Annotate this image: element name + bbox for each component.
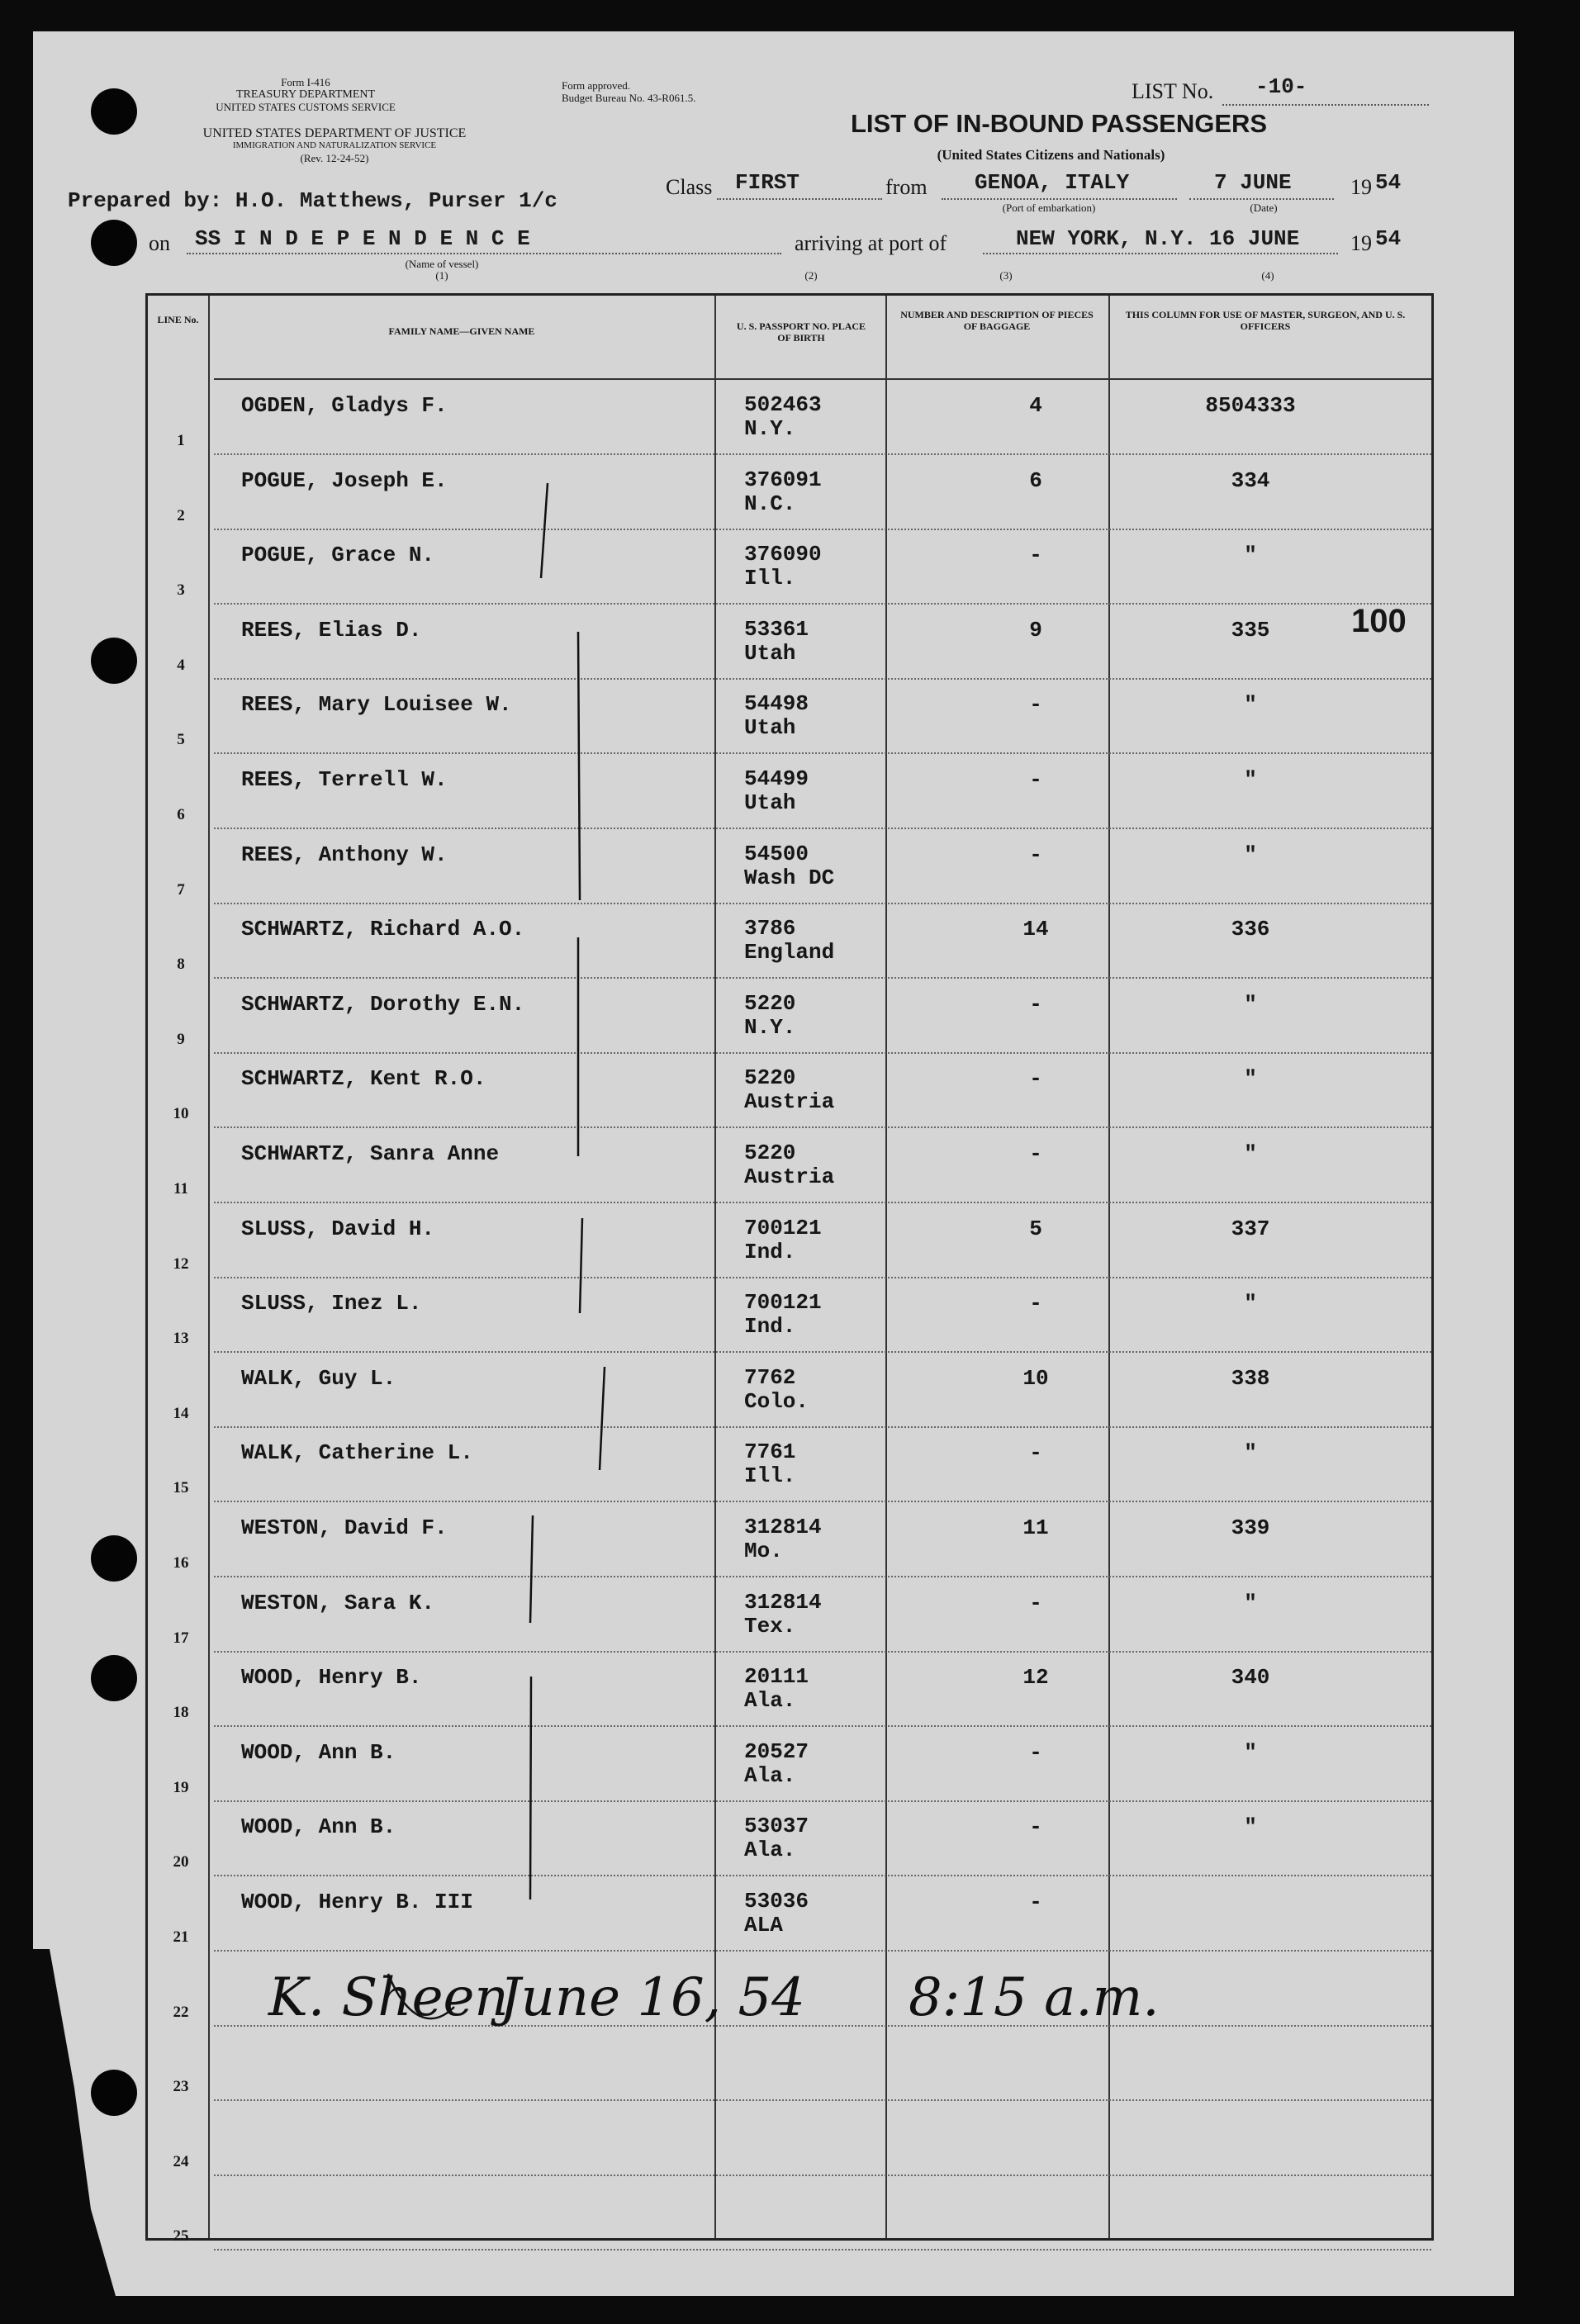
page-title: LIST OF IN-BOUND PASSENGERS: [851, 109, 1268, 138]
table-row: [148, 1952, 1431, 2027]
table-row: [148, 829, 1431, 904]
table-row: [148, 455, 1431, 530]
baggage-count: -: [1029, 991, 1042, 1017]
passport-cell: [744, 1665, 809, 1713]
baggage-count: -: [1029, 1739, 1042, 1765]
form-approved: Form approved.: [562, 79, 631, 92]
baggage-count: 5: [1029, 1216, 1042, 1241]
passport-cell: [744, 1141, 834, 1189]
passport-number: 54499: [744, 766, 809, 791]
passport-number: 7762: [744, 1364, 796, 1390]
officer-number: ": [1244, 543, 1257, 568]
passport-cell: [744, 543, 822, 590]
place-of-birth: Colo.: [744, 1388, 809, 1414]
punch-hole: [91, 1535, 137, 1582]
col-header-officers: THIS COLUMN FOR USE OF MASTER, SURGEON, AND U. S. OFFICERS: [1125, 309, 1406, 332]
place-of-birth: Ind.: [744, 1314, 796, 1340]
line-number: 24: [173, 2152, 189, 2170]
place-of-birth: Ala.: [744, 1762, 796, 1788]
baggage-count: -: [1029, 1066, 1042, 1092]
table-row: [148, 1128, 1431, 1203]
officer-number: 338: [1231, 1365, 1270, 1391]
officer-number: 8504333: [1205, 393, 1296, 418]
officer-number: ": [1244, 991, 1257, 1017]
year-suffix-2: 54: [1375, 226, 1402, 251]
baggage-count: -: [1029, 842, 1042, 867]
passport-cell: [744, 618, 809, 666]
table-row: [148, 2026, 1431, 2101]
table-row: [148, 1876, 1431, 1952]
passport-number: 3786: [744, 916, 796, 941]
passenger-name: REES, Anthony W.: [241, 842, 448, 867]
class-value: FIRST: [735, 170, 800, 195]
baggage-count: -: [1029, 1890, 1042, 1914]
passenger-name: REES, Mary Louisee W.: [241, 692, 512, 718]
passport-number: 5220: [744, 1141, 796, 1165]
ins-service: IMMIGRATION AND NATURALIZATION SERVICE: [232, 140, 437, 150]
passport-number: 312814: [744, 1589, 822, 1615]
passenger-name: WOOD, Ann B.: [241, 1739, 396, 1765]
baggage-count: 9: [1029, 617, 1042, 643]
place-of-birth: N.Y.: [744, 416, 796, 441]
place-of-birth: ALA: [744, 1913, 783, 1937]
passport-number: 53361: [744, 616, 809, 642]
passport-cell: [744, 1890, 809, 1937]
passenger-name: WESTON, Sara K.: [241, 1590, 435, 1615]
table-row: [148, 605, 1431, 680]
place-of-birth: Tex.: [744, 1613, 796, 1639]
passport-number: 376091: [744, 467, 822, 492]
line-number: 12: [173, 1254, 189, 1273]
passenger-name: REES, Terrell W.: [241, 767, 448, 792]
line-number: 7: [177, 880, 185, 899]
date-line: [1189, 198, 1334, 200]
table-row: [148, 1652, 1431, 1727]
passport-cell: [744, 1366, 809, 1414]
passport-cell: [744, 1440, 795, 1488]
passport-number: 54498: [744, 691, 809, 717]
passenger-name: SCHWARTZ, Dorothy E.N.: [241, 991, 525, 1017]
passport-cell: [744, 1291, 822, 1339]
port-embark-line: [942, 198, 1177, 200]
handwritten-date: June 16, 54: [500, 1967, 805, 2028]
list-no-label: LIST No.: [1132, 79, 1214, 103]
passport-number: 5220: [744, 990, 796, 1016]
treasury-dept: TREASURY DEPARTMENT: [235, 88, 376, 101]
passenger-name: SCHWARTZ, Richard A.O.: [241, 917, 525, 942]
passenger-name: SCHWARTZ, Sanra Anne: [241, 1141, 500, 1166]
customs-service: UNITED STATES CUSTOMS SERVICE: [216, 101, 396, 113]
table-row: [148, 754, 1431, 829]
passenger-name: WESTON, David F.: [241, 1515, 448, 1540]
passport-cell: [744, 1066, 834, 1114]
passenger-name: WOOD, Henry B. III: [241, 1890, 473, 1914]
col-num-3: (3): [999, 269, 1013, 282]
table-row: [148, 2101, 1431, 2176]
class-line: [717, 198, 882, 200]
place-of-birth: Wash DC: [744, 865, 835, 890]
col-num-4: (4): [1261, 269, 1274, 282]
officer-number: 337: [1231, 1216, 1270, 1241]
form-id-block: [190, 76, 421, 113]
passport-number: 54500: [744, 841, 809, 866]
passport-cell: [744, 992, 795, 1040]
table-row: [148, 2175, 1431, 2250]
baggage-count: -: [1029, 1440, 1042, 1466]
passport-number: 20527: [744, 1738, 809, 1764]
punch-hole: [91, 638, 137, 684]
line-number: 22: [173, 2003, 189, 2021]
baggage-count: -: [1029, 767, 1042, 792]
passport-cell: [744, 692, 809, 740]
punch-hole: [91, 1655, 137, 1701]
passport-cell: [744, 393, 822, 441]
baggage-count: -: [1029, 543, 1042, 568]
officer-number: ": [1244, 842, 1257, 867]
line-number: 10: [173, 1105, 189, 1123]
place-of-birth: England: [744, 940, 835, 965]
officer-number: ": [1244, 1440, 1257, 1466]
passport-number: 376090: [744, 542, 822, 567]
table-row: [148, 679, 1431, 754]
margin-note: 100: [1351, 603, 1407, 639]
officer-number: 340: [1231, 1665, 1270, 1691]
line-number: 19: [173, 1778, 189, 1796]
officer-number: ": [1244, 1739, 1257, 1765]
line-number: 8: [177, 956, 185, 974]
col-header-passport: U. S. PASSPORT NO. PLACE OF BIRTH: [736, 320, 866, 344]
approval-block: [562, 79, 695, 104]
table-row: [148, 1727, 1431, 1802]
officer-number: ": [1244, 1291, 1257, 1316]
baggage-count: -: [1029, 1141, 1042, 1166]
line-number: 2: [177, 506, 185, 524]
passenger-name: WOOD, Henry B.: [241, 1665, 422, 1691]
line-number: 23: [173, 2078, 189, 2096]
passport-number: 53036: [744, 1889, 809, 1914]
on-label: on: [149, 231, 170, 255]
prepared-by: Prepared by: H.O. Matthews, Purser 1/c: [68, 188, 558, 213]
line-number: 6: [177, 806, 185, 823]
passport-cell: [744, 1591, 822, 1639]
vessel-name: SS I N D E P E N D E N C E: [195, 226, 530, 251]
baggage-count: 14: [1022, 917, 1049, 942]
vessel-caption: (Name of vessel): [405, 258, 479, 270]
table-row: [148, 979, 1431, 1054]
punch-hole: [91, 220, 137, 266]
year-prefix: 19: [1350, 175, 1372, 199]
baggage-count: 11: [1022, 1515, 1049, 1540]
arrival-port: NEW YORK, N.Y. 16 JUNE: [1016, 226, 1300, 251]
place-of-birth: Austria: [744, 1164, 835, 1189]
list-no-line: [1222, 104, 1429, 106]
handwritten-signature: K. Sheen: [268, 1967, 509, 2028]
baggage-count: 6: [1029, 467, 1042, 493]
table-row: [148, 1801, 1431, 1876]
table-row: [148, 1203, 1431, 1278]
baggage-count: 4: [1029, 393, 1042, 418]
table-row: [148, 1427, 1431, 1502]
baggage-count: 12: [1022, 1665, 1049, 1691]
col-header-name: FAMILY NAME—GIVEN NAME: [388, 325, 535, 337]
line-number: 11: [173, 1180, 188, 1198]
line-number: 13: [173, 1330, 189, 1348]
arriving-label: arriving at port of: [795, 231, 947, 255]
passenger-name: SLUSS, Inez L.: [241, 1291, 422, 1316]
justice-dept: UNITED STATES DEPARTMENT OF JUSTICE: [202, 126, 467, 140]
table-row: [148, 1053, 1431, 1128]
table-row: [148, 380, 1431, 455]
officer-number: ": [1244, 767, 1257, 792]
place-of-birth: Utah: [744, 640, 796, 666]
passport-number: 7761: [744, 1439, 796, 1465]
line-number: 4: [177, 656, 185, 674]
line-number: 20: [173, 1853, 189, 1871]
page-subtitle: (United States Citizens and Nationals): [937, 147, 1165, 163]
baggage-count: 10: [1022, 1365, 1049, 1391]
baggage-count: -: [1029, 1590, 1042, 1615]
line-number: 21: [173, 1928, 189, 1946]
passenger-name: POGUE, Grace N.: [241, 543, 435, 568]
passport-number: 700121: [744, 1290, 822, 1316]
col-num-2: (2): [804, 269, 818, 282]
passenger-name: WALK, Catherine L.: [241, 1440, 473, 1466]
place-of-birth: Ala.: [744, 1838, 796, 1863]
passport-cell: [744, 917, 834, 965]
punch-hole: [91, 88, 137, 135]
passport-cell: [744, 1740, 809, 1788]
vessel-line: [187, 253, 781, 254]
passenger-name: WOOD, Ann B.: [241, 1814, 396, 1840]
line-number: 3: [177, 581, 185, 600]
col-header-baggage: NUMBER AND DESCRIPTION OF PIECES OF BAGGAGE: [900, 309, 1094, 332]
passport-number: 700121: [744, 1215, 822, 1240]
from-label: from: [885, 175, 928, 199]
line-number: 5: [177, 731, 185, 749]
officer-number: 334: [1231, 467, 1270, 493]
place-of-birth: Ill.: [744, 566, 796, 591]
line-number: 14: [173, 1404, 189, 1422]
passenger-name: REES, Elias D.: [241, 617, 422, 643]
passenger-table: [145, 293, 1434, 2246]
officer-number: 335: [1231, 617, 1270, 643]
passport-cell: [744, 468, 822, 516]
officer-number: 339: [1231, 1515, 1270, 1540]
place-of-birth: Ill.: [744, 1463, 796, 1489]
row-rule: [214, 2249, 1431, 2250]
handwritten-time: 8:15 a.m.: [909, 1967, 1160, 2028]
table-row: [148, 1577, 1431, 1653]
line-number: 18: [173, 1704, 189, 1722]
baggage-count: -: [1029, 1291, 1042, 1316]
passport-number: 312814: [744, 1515, 822, 1539]
line-number: 9: [177, 1030, 185, 1048]
passenger-name: OGDEN, Gladys F.: [241, 393, 448, 418]
punch-hole: [91, 2070, 137, 2116]
passport-number: 502463: [744, 392, 822, 417]
form-id: Form I-416: [281, 76, 330, 88]
line-number: 17: [173, 1629, 189, 1647]
place-of-birth: Austria: [744, 1089, 835, 1115]
officer-number: ": [1244, 1141, 1257, 1166]
justice-block: [149, 127, 520, 164]
table-row: [148, 1278, 1431, 1353]
passenger-name: SLUSS, David H.: [241, 1216, 435, 1241]
passport-cell: [744, 842, 834, 890]
passport-cell: [744, 767, 809, 815]
place-of-birth: Ala.: [744, 1688, 796, 1714]
table-row: [148, 1353, 1431, 1428]
class-label: Class: [666, 175, 713, 199]
passenger-name: WALK, Guy L.: [241, 1365, 396, 1391]
passenger-name: SCHWARTZ, Kent R.O.: [241, 1066, 486, 1092]
port-embark-caption: (Port of embarkation): [1002, 202, 1096, 214]
list-no: -10-: [1255, 74, 1307, 99]
passport-number: 20111: [744, 1664, 809, 1690]
place-of-birth: N.Y.: [744, 1014, 796, 1040]
officer-number: ": [1244, 692, 1257, 718]
year-suffix: 54: [1375, 170, 1402, 195]
col-header-line-no: LINE No.: [157, 314, 199, 325]
baggage-count: -: [1029, 1814, 1042, 1840]
passport-cell: [744, 1217, 822, 1264]
table-row: [148, 1502, 1431, 1577]
officer-number: 336: [1231, 917, 1270, 942]
baggage-count: -: [1029, 692, 1042, 718]
officer-number: ": [1244, 1066, 1257, 1092]
line-number: 25: [173, 2227, 189, 2246]
line-number: 1: [177, 432, 185, 449]
table-row: [148, 904, 1431, 979]
officer-number: ": [1244, 1590, 1257, 1615]
year-prefix-2: 19: [1350, 231, 1372, 255]
table-row: [148, 529, 1431, 605]
officer-number: ": [1244, 1814, 1257, 1840]
port-embark: GENOA, ITALY: [975, 170, 1130, 195]
line-number: 15: [173, 1479, 189, 1497]
col-num-1: (1): [435, 269, 448, 282]
place-of-birth: Mo.: [744, 1539, 783, 1563]
revision: (Rev. 12-24-52): [300, 152, 369, 164]
place-of-birth: Ind.: [744, 1239, 796, 1264]
date-caption: (Date): [1250, 202, 1278, 214]
passport-number: 53037: [744, 1814, 809, 1839]
passport-cell: [744, 1814, 809, 1862]
passport-cell: [744, 1515, 822, 1563]
place-of-birth: Utah: [744, 790, 796, 815]
budget-bureau: Budget Bureau No. 43-R061.5.: [562, 92, 696, 104]
place-of-birth: Utah: [744, 715, 796, 741]
arrival-line: [983, 253, 1338, 254]
line-number: 16: [173, 1554, 189, 1572]
place-of-birth: N.C.: [744, 491, 796, 516]
passenger-name: POGUE, Joseph E.: [241, 467, 448, 493]
passport-number: 5220: [744, 1065, 796, 1091]
embark-date: 7 JUNE: [1214, 170, 1292, 195]
